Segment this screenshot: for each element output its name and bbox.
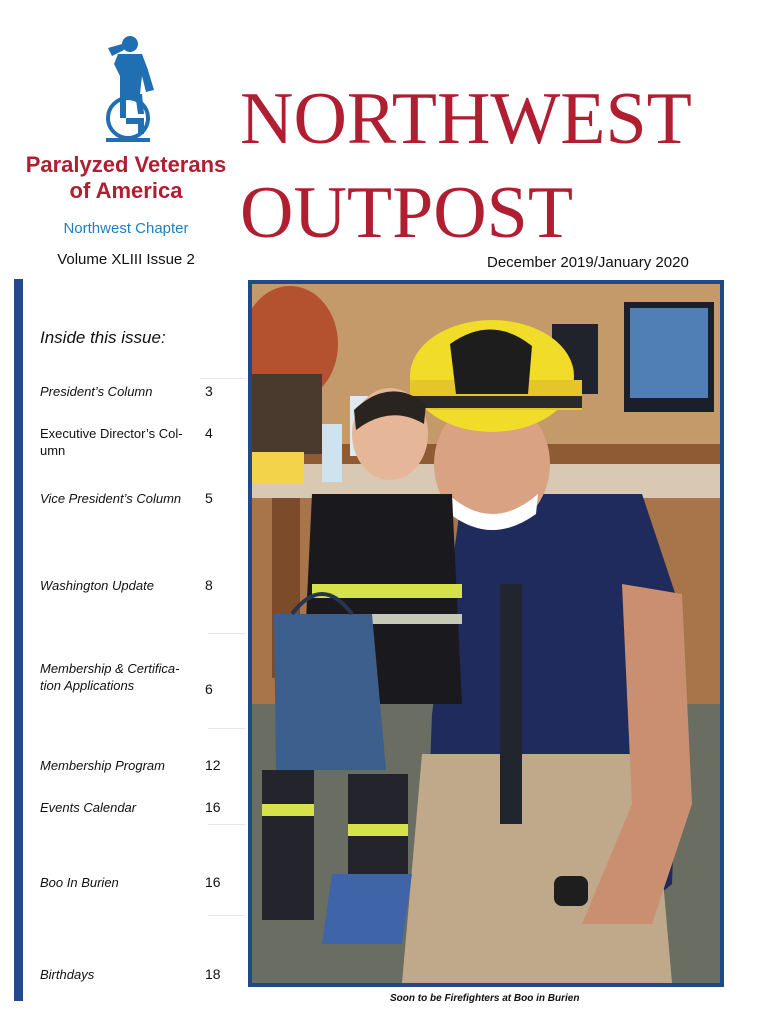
organization-name-line1: Paralyzed Veterans bbox=[25, 152, 227, 177]
toc-divider bbox=[208, 824, 246, 825]
organization-name bbox=[14, 152, 238, 204]
toc-divider bbox=[208, 728, 246, 729]
toc-page: 8 bbox=[205, 577, 213, 593]
toc-item-washington-update[interactable]: Washington Update bbox=[40, 578, 154, 593]
sidebar-accent-bar bbox=[14, 279, 23, 1001]
toc-heading: Inside this issue: bbox=[40, 328, 166, 347]
toc-item-executive-directors-column[interactable]: Executive Director’s Col-umn bbox=[40, 426, 183, 458]
toc-item-boo-in-burien[interactable]: Boo In Burien bbox=[40, 875, 119, 890]
chapter-name: Northwest Chapter bbox=[63, 220, 189, 237]
photo-caption: Soon to be Firefighters at Boo in Burien bbox=[390, 993, 580, 1004]
toc-page: 4 bbox=[205, 425, 213, 441]
issue-date: December 2019/January 2020 bbox=[487, 254, 689, 271]
toc-page: 5 bbox=[205, 490, 213, 506]
toc-item-birthdays[interactable]: Birthdays bbox=[40, 967, 95, 982]
toc-divider bbox=[208, 633, 246, 634]
title-line1: NORTHWEST bbox=[240, 78, 692, 160]
saluting-veteran-wheelchair-icon bbox=[92, 34, 164, 146]
toc-page: 12 bbox=[205, 757, 221, 773]
cover-photo bbox=[248, 280, 724, 987]
toc-divider bbox=[208, 915, 246, 916]
toc-item-presidents-column[interactable]: President’s Column bbox=[40, 384, 153, 399]
toc-page: 16 bbox=[205, 874, 221, 890]
organization-name-line2: of America bbox=[69, 178, 183, 203]
cover-photo-illustration bbox=[252, 284, 720, 983]
toc-item-membership-program[interactable]: Membership Program bbox=[40, 758, 165, 773]
toc-item-membership-applications[interactable]: Membership & Certifica-tion Applications bbox=[40, 661, 180, 693]
toc-item-vice-presidents-column[interactable]: Vice President’s Column bbox=[40, 491, 182, 506]
newsletter-title bbox=[240, 72, 760, 260]
toc-page: 3 bbox=[205, 383, 213, 399]
toc-page: 16 bbox=[205, 799, 221, 815]
toc-item-events-calendar[interactable]: Events Calendar bbox=[40, 800, 137, 815]
toc-page: 18 bbox=[205, 966, 221, 982]
toc-page: 6 bbox=[205, 681, 213, 697]
toc-divider bbox=[200, 378, 246, 379]
title-line2: OUTPOST bbox=[240, 172, 574, 254]
volume-issue: Volume XLIII Issue 2 bbox=[57, 251, 195, 268]
